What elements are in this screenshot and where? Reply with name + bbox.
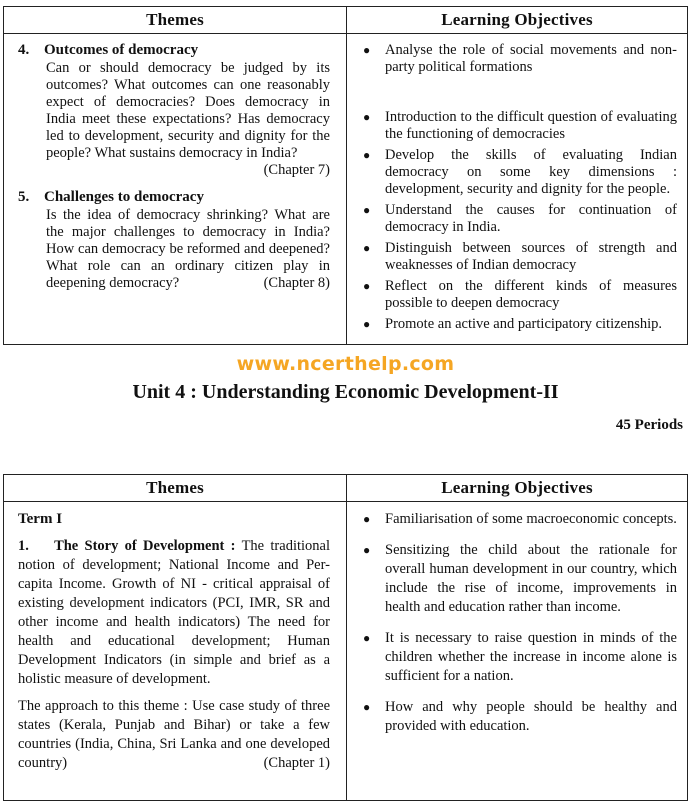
- theme-description: Can or should democracy be judged by its outcomes? What outcomes can one reasonably expect of democracies? Does democracy in India meet these expectations? Has democracy led to development, security and dignity for the people? What sustains democracy in India?: [46, 60, 330, 161]
- objective-item: ● Sensitizing the child about the rationale for overall human development in our country, which include the rise of income, improvements in health and education rather than income.: [363, 542, 677, 615]
- objective-item: ● Develop the skills of evaluating Indian democracy on some key dimensions : development, security and dignity for the people.: [363, 147, 677, 197]
- bullet-icon: ●: [363, 241, 371, 255]
- bullet-icon: ●: [363, 512, 371, 526]
- themes-table-economics: [3, 474, 688, 801]
- bullet-icon: ●: [363, 148, 371, 162]
- bullet-icon: ●: [363, 543, 371, 557]
- themes-table-democracy: [3, 6, 688, 345]
- themes-header: Themes: [4, 7, 347, 34]
- theme-title: Outcomes of democracy: [44, 42, 199, 58]
- objective-item: ● Promote an active and participatory citizenship.: [363, 316, 663, 332]
- bullet-icon: ●: [363, 43, 371, 57]
- objective-item: ● Reflect on the different kinds of measures possible to deepen democracy: [363, 278, 677, 311]
- objective-item: ● How and why people should be healthy and provided with education.: [363, 699, 677, 734]
- learning-objectives-header: Learning Objectives: [347, 475, 688, 502]
- learning-objectives-header: Learning Objectives: [347, 7, 688, 34]
- objectives-cell: [347, 34, 688, 345]
- periods-label: 45 Periods: [615, 417, 683, 433]
- bullet-icon: ●: [363, 700, 371, 714]
- theme-title: Challenges to democracy: [44, 189, 204, 205]
- theme-item: [18, 189, 330, 292]
- objective-item: ● Understand the causes for continuation of democracy in India.: [363, 202, 677, 235]
- objective-item: ● Analyse the role of social movements and non-party political formations: [363, 42, 677, 75]
- bullet-icon: ●: [363, 203, 371, 217]
- objective-item: ● Introduction to the difficult question of evaluating the functioning of democracies: [363, 109, 677, 142]
- bullet-icon: ●: [363, 279, 371, 293]
- theme-number: 1.: [18, 538, 29, 554]
- objective-item: ● It is necessary to raise question in minds of the children whether the increase in income alone is sufficient for a nation.: [363, 630, 677, 684]
- themes-header: Themes: [4, 475, 347, 502]
- themes-cell: [4, 502, 347, 801]
- theme-item: [18, 42, 330, 179]
- theme-title: The Story of Development :: [54, 538, 236, 554]
- chapter-reference: (Chapter 8): [263, 275, 330, 291]
- objectives-cell: [347, 502, 688, 801]
- bullet-icon: ●: [363, 631, 371, 645]
- chapter-reference: (Chapter 7): [263, 162, 330, 178]
- theme-approach: The approach to this theme : Use case study of three states (Kerala, Punjab and Bihar) or take a few countries (India, China, Sri Lanka and one developed country) (Chapter 1): [18, 698, 330, 771]
- watermark-link[interactable]: www.ncerthelp.com: [236, 353, 455, 375]
- bullet-icon: ●: [363, 317, 371, 331]
- objective-item: ● Familiarisation of some macroeconomic concepts.: [363, 511, 677, 527]
- chapter-reference: (Chapter 1): [263, 755, 330, 771]
- unit-title: Unit 4 : Understanding Economic Development-II: [132, 381, 559, 403]
- theme-number: 4.: [18, 42, 30, 58]
- term-label: Term I: [18, 511, 63, 527]
- theme-description: Is the idea of democracy shrinking? What are the major challenges to democracy in India? How can democracy be reformed and deepened? What role can an ordinary citizen play in deepening democracy? (Chapter 8): [46, 207, 330, 291]
- theme-description: 1. The Story of Development : The traditional notion of development; National Income and Per-capita Income. Growth of NI - critical appraisal of existing development indicators (PCI, IMR, SR and other income and health indicators) The need for health and educational development; Human Development Indicators (in simple and brief as a holistic measure of development.: [18, 538, 330, 687]
- objective-item: ● Distinguish between sources of strength and weaknesses of Indian democracy: [363, 240, 677, 273]
- themes-cell: [4, 34, 347, 345]
- theme-number: 5.: [18, 189, 30, 205]
- bullet-icon: ●: [363, 110, 371, 124]
